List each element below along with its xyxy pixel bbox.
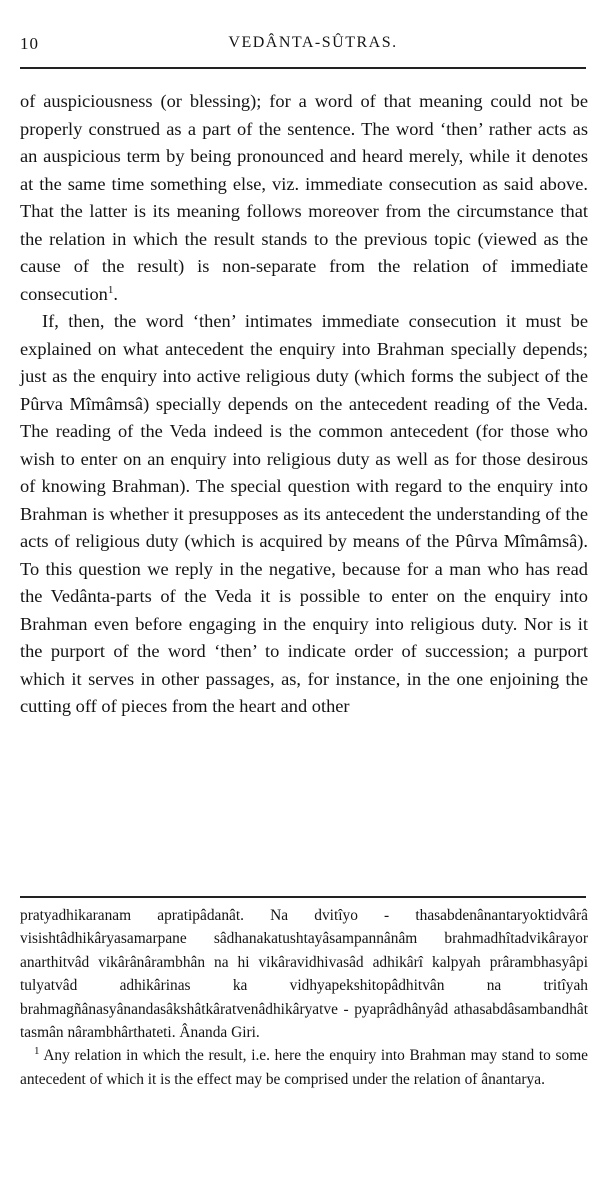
footnote-rule (20, 896, 586, 898)
paragraph-2: If, then, the word ‘then’ intimates immediate consecution it must be explained on what antecedent the enquiry into Brahman specially depends; just as the enquiry into active religious duty (which forms the subject of the Pûrva Mîmâmsâ) specially depends on the antecedent reading of the Veda. The reading of the Veda indeed is the common antecedent (for those who wish to enter on an enquiry into religious duty as well as for those desirous of knowing Brahman). The special question with regard to the enquiry into Brahman is whether it presupposes as its antecedent the understanding of the acts of religious duty (which is acquired by means of the Pûrva Mîmâmsâ). To this question we reply in the negative, because for a man who has read the Vedânta-parts of the Veda it is possible to enter on the enquiry into Brahman even before engaging in the enquiry into religious duty. Nor is it the purport of the word ‘then’ to indicate order of succession; a purport which it serves in other passages, as, for instance, in the one enjoining the cutting off of pieces from the heart and other (20, 311, 588, 716)
footnote-marker: 1 (34, 1045, 40, 1058)
footnote-text: Any relation in which the result, i.e. here the enquiry into Brahman may stand to some antecedent of which it is the effect may be comprised under the relation of ânantarya. (20, 1047, 588, 1088)
footnote-reference: 1 (107, 283, 114, 296)
paragraph-1 (20, 88, 588, 308)
page-number: 10 (20, 34, 39, 53)
paragraph-1-end: . (113, 283, 118, 304)
running-title: VEDÂNTA-SÛTRAS. (228, 34, 398, 51)
page-header (20, 34, 586, 64)
footnote-1 (20, 1044, 588, 1091)
main-text (20, 88, 588, 721)
paragraph-1-text: of auspiciousness (or blessing); for a word of that meaning could not be properly construed as a part of the sentence. The word ‘then’ rather acts as an auspicious term by being pronounced and heard merely, while it denotes at the same time something else, viz. immediate consecution as said above. That the latter is its meaning follows moreover from the circumstance that the relation in which the result stands to the previous topic (viewed as the cause of the result) is non-separate from the relation of immediate consecution (20, 91, 588, 304)
header-rule (20, 67, 586, 69)
notes-section (20, 904, 588, 1091)
commentary-note: pratyadhikaranam apratipâdanât. Na dvitîyo ‑ thasabdenânantaryoktidvârâ visishtâdhikâryasamarpane sâdhanakatushtayâsampannânâm brahmadhîtadvikârayor anarthitvâd vikârânârambhân na hi vikâravidhivasâd adhikârî kalpyah prârambhasyâpi tulyatvâd adhikârinas ka vidhyapekshitopâdhitvân na tritîyah brahmagñânasyânandasâkshâtkâratvenâdhikâryatve ‑ pyaprâdhânyâd athasabdâsambandhât tasmân nârambhârthateti. Ânanda Giri. (20, 907, 588, 1042)
